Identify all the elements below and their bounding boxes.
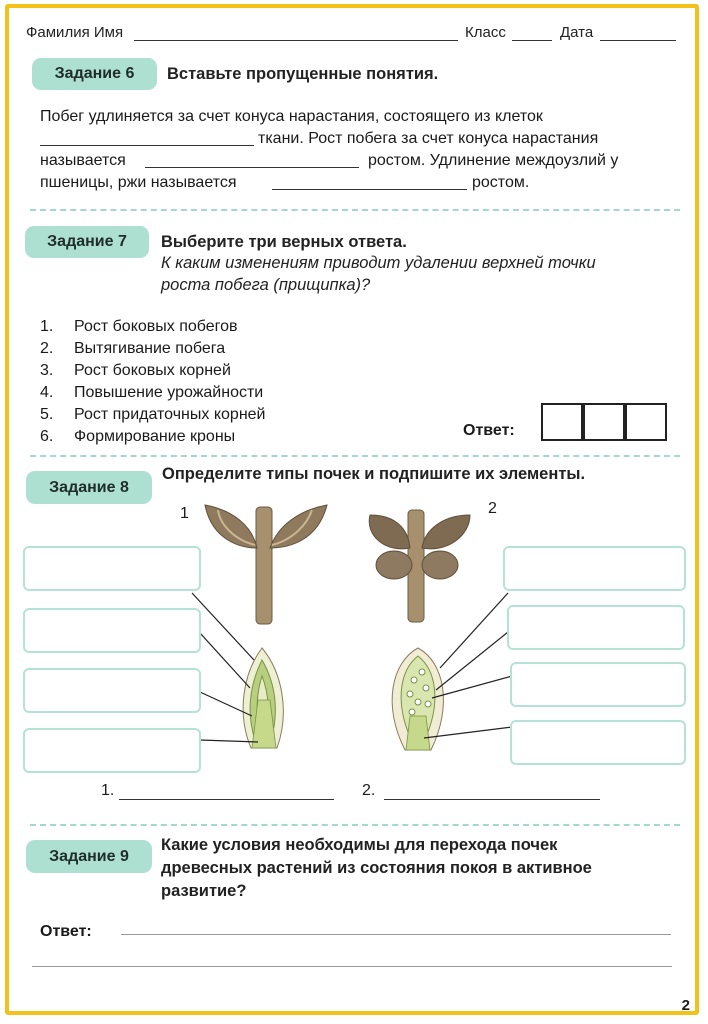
option-item: 6. Формирование кроны — [40, 428, 236, 445]
date-label: Дата — [560, 24, 594, 41]
divider — [30, 824, 680, 826]
task6-line2: ткани. Рост побега за счет конуса нарастания — [258, 130, 599, 147]
label-box-right-1[interactable] — [503, 546, 686, 591]
bud-2-section — [392, 648, 443, 750]
figure1-number: 1 — [180, 505, 189, 522]
option-item: 1. Рост боковых побегов — [40, 318, 238, 335]
answer2-field[interactable] — [384, 799, 600, 800]
task7-question-line1: К каким изменениям приводит удалении верхней точки — [161, 254, 596, 272]
option-item: 2. Вытягивание побега — [40, 340, 226, 357]
answer2-number: 2. — [362, 782, 376, 799]
figure2-number: 2 — [488, 500, 497, 517]
label-box-right-4[interactable] — [510, 720, 686, 765]
option-item: 5. Рост придаточных корней — [40, 406, 266, 423]
task9-title-line3: развитие? — [161, 882, 247, 900]
page-number: 2 — [681, 997, 690, 1014]
bud-2-external — [369, 510, 470, 622]
task7-badge: Задание 7 — [25, 226, 149, 258]
bud-1-external — [205, 505, 327, 624]
task7-question-line2: роста побега (прищипка)? — [161, 276, 371, 294]
label-box-left-1[interactable] — [23, 546, 201, 591]
task8-title: Определите типы почек и подпишите их элементы. — [162, 465, 586, 483]
label-box-left-2[interactable] — [23, 608, 201, 653]
task9-title-line2: древесных растений из состояния покоя в активное — [161, 859, 592, 877]
label-box-left-3[interactable] — [23, 668, 201, 713]
name-label: Фамилия Имя — [26, 24, 124, 41]
task6-line1: Побег удлиняется за счет конуса нарастания, состоящего из клеток — [40, 108, 543, 125]
task6-line3b: ростом. Удлинение междоузлий у — [368, 152, 619, 169]
task6-line4a: пшеницы, ржи называется — [40, 174, 237, 191]
option-item: 4. Повышение урожайности — [40, 384, 264, 401]
answer1-number: 1. — [101, 782, 115, 799]
task7-title: Выберите три верных ответа. — [161, 233, 407, 251]
bud-1-section — [243, 648, 283, 748]
task6-line4b: ростом. — [472, 174, 530, 191]
label-box-right-2[interactable] — [507, 605, 685, 650]
task8-badge: Задание 8 — [26, 471, 152, 504]
answer1-field[interactable] — [119, 799, 334, 800]
task7-answer-label: Ответ: — [463, 422, 515, 439]
task6-line3a: называется — [40, 152, 126, 169]
label-box-left-4[interactable] — [23, 728, 201, 773]
label-box-right-3[interactable] — [510, 662, 686, 707]
task9-answer-label: Ответ: — [40, 923, 92, 940]
option-item: 3. Рост боковых корней — [40, 362, 231, 379]
task9-badge: Задание 9 — [26, 840, 152, 873]
answer-line-2[interactable] — [32, 966, 672, 967]
class-label: Класс — [465, 24, 506, 41]
task6-title: Вставьте пропущенные понятия. — [167, 65, 439, 83]
answer-line-1[interactable] — [121, 934, 671, 935]
task6-badge: Задание 6 — [32, 58, 157, 90]
task9-title-line1: Какие условия необходимы для перехода почек — [161, 836, 558, 854]
